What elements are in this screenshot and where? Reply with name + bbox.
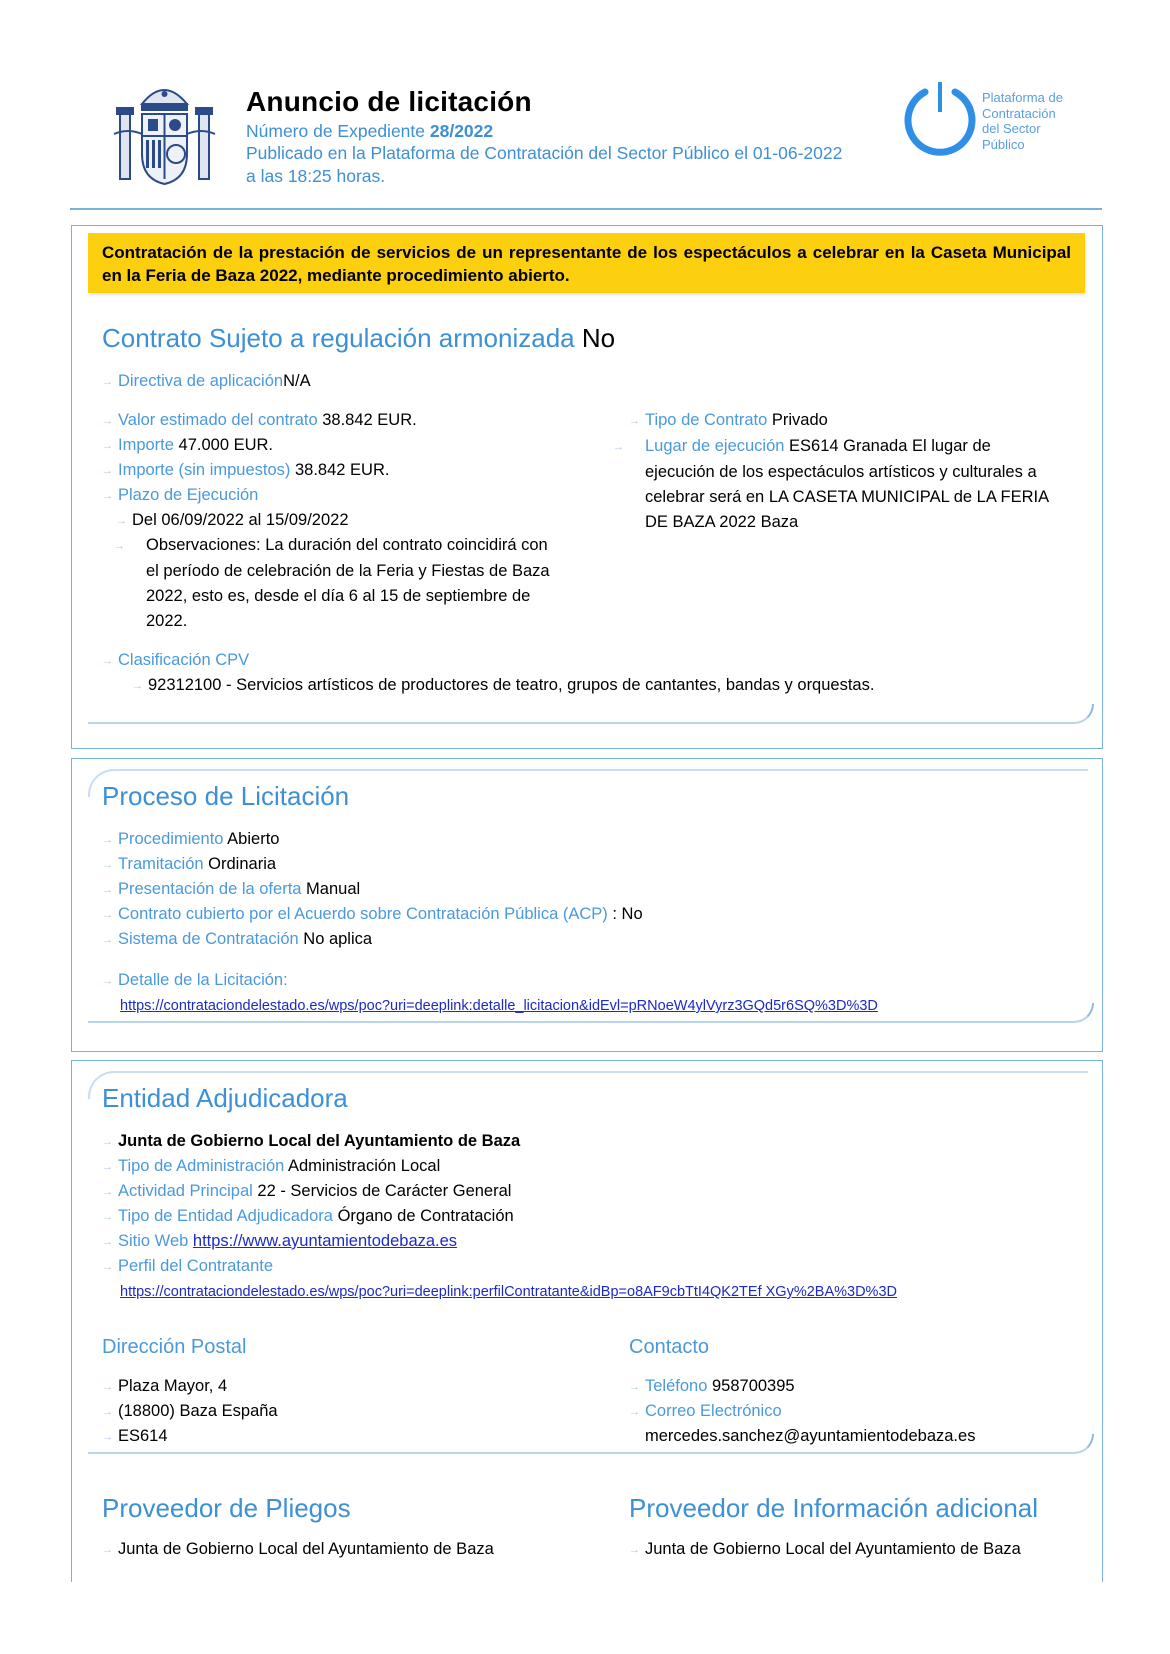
sitio-web-link[interactable]: https://www.ayuntamientodebaza.es (192, 1232, 458, 1250)
arrow-icon: → (102, 1161, 113, 1173)
field-label: Importe (118, 436, 174, 454)
field-value: Observaciones: La duración del contrato coincidirá con el período de celebración de la Feria y Fiestas de Baza 2022, esto es, desde el día 6 al 15 de septiembre de 2022. (146, 536, 550, 630)
arrow-icon: → (102, 655, 113, 667)
proveedor-pliegos-heading: Proveedor de Pliegos (102, 1493, 351, 1523)
field-label: Perfil del Contratante (118, 1257, 274, 1275)
arrow-icon: → (102, 415, 113, 427)
contract-heading (102, 323, 615, 354)
perfil-contratante-link[interactable]: https://contrataciondelestado.es/wps/poc?uri=deeplink:perfilContratante&idBp=o8AF9cbTtI4QK2TEf XGy%2BA%3D%3D (120, 1284, 897, 1300)
page-title: Anuncio de licitación (246, 86, 532, 117)
arrow-icon: → (102, 859, 113, 871)
field-value: Junta de Gobierno Local del Ayuntamiento de Baza (118, 1540, 494, 1558)
logo-text-line: Contratación (982, 105, 1056, 121)
expediente-line (246, 120, 493, 143)
proveedor-info-heading: Proveedor de Información adicional (629, 1493, 1039, 1523)
detalle-licitacion-link[interactable]: https://contrataciondelestado.es/wps/poc?uri=deeplink:detalle_licitacion&idEvl=pRNoeW4ylVyrz3GQd5r6SQ%3D%3D (120, 998, 878, 1014)
field-label: Valor estimado del contrato (118, 411, 318, 429)
observaciones-row (114, 533, 550, 634)
contract-heading-value: No (581, 323, 616, 353)
field-value: : No (612, 905, 643, 923)
entidad-section (71, 1060, 1103, 1582)
importe-sin-row (102, 459, 389, 482)
field-value: Plaza Mayor, 4 (118, 1377, 228, 1395)
proceso-heading: Proceso de Licitación (102, 781, 350, 811)
proceso-section (71, 758, 1103, 1052)
proceso-row (102, 828, 279, 851)
field-value: Órgano de Contratación (337, 1207, 514, 1225)
field-label: Correo Electrónico (645, 1402, 782, 1420)
entidad-name: Junta de Gobierno Local del Ayuntamiento de Baza (118, 1132, 521, 1150)
entidad-row (102, 1205, 514, 1228)
logo-text-line: del Sector (982, 121, 1041, 136)
document-header (0, 0, 1170, 215)
arrow-icon: → (102, 1431, 113, 1443)
field-label: Contrato cubierto por el Acuerdo sobre Contratación Pública (ACP) (118, 905, 608, 923)
proceso-row (102, 903, 643, 926)
field-value: Junta de Gobierno Local del Ayuntamiento de Baza (645, 1540, 1021, 1558)
field-value: ES614 (118, 1427, 168, 1445)
arrow-icon: → (102, 1186, 113, 1198)
telefono-row (629, 1375, 795, 1398)
header-divider (70, 208, 1102, 210)
power-button-icon (900, 78, 980, 158)
arrow-icon: → (613, 441, 624, 453)
field-value: Administración Local (288, 1157, 441, 1175)
arrow-icon: → (629, 415, 640, 427)
field-value: 47.000 EUR. (178, 436, 274, 454)
field-label: Actividad Principal (118, 1182, 253, 1200)
field-label: Presentación de la oferta (118, 880, 302, 898)
published-line: Publicado en la Plataforma de Contratación del Sector Público el 01-06-2022 (246, 143, 843, 163)
field-label: Tipo de Entidad Adjudicadora (118, 1207, 333, 1225)
field-value: No aplica (303, 930, 373, 948)
valor-row (102, 409, 417, 432)
field-value: 958700395 (711, 1377, 795, 1395)
logo-text-line: Plataforma de (982, 90, 1063, 105)
field-label: Sistema de Contratación (118, 930, 299, 948)
proceso-row (102, 878, 360, 901)
arrow-icon: → (102, 1236, 113, 1248)
arrow-icon: → (114, 540, 125, 552)
arrow-icon: → (102, 376, 113, 388)
field-label: Directiva de aplicación (118, 372, 284, 390)
decorative-curve (88, 704, 1094, 724)
perfil-row (102, 1255, 273, 1278)
field-value: 22 - Servicios de Carácter General (257, 1182, 512, 1200)
arrow-icon: → (629, 1381, 640, 1393)
arrow-icon: → (102, 834, 113, 846)
arrow-icon: → (102, 909, 113, 921)
field-label: Plazo de Ejecución (118, 486, 259, 504)
proceso-row (102, 853, 276, 876)
entidad-row (102, 1180, 511, 1203)
proveedor-pliegos-row (102, 1538, 494, 1561)
correo-row (629, 1400, 782, 1423)
arrow-icon: → (629, 1544, 640, 1556)
field-label: Procedimiento (118, 830, 224, 848)
logo-text-line: Público (982, 136, 1025, 152)
field-value: N/A (283, 372, 311, 390)
arrow-icon: → (102, 934, 113, 946)
arrow-icon: → (102, 1544, 113, 1556)
direccion-heading: Dirección Postal (102, 1336, 247, 1358)
plazo-value-row (116, 509, 349, 532)
contract-section (71, 225, 1103, 749)
contacto-heading: Contacto (629, 1336, 710, 1358)
plazo-row (102, 484, 258, 507)
cpv-value-row (132, 674, 874, 697)
published-time: a las 18:25 horas. (246, 166, 386, 186)
arrow-icon: → (629, 1406, 640, 1418)
field-label: Tipo de Contrato (645, 411, 768, 429)
tipo-contrato-row (629, 409, 828, 432)
field-label: Sitio Web (118, 1232, 189, 1250)
field-label: Detalle de la Licitación: (118, 971, 288, 989)
field-label: Tipo de Administración (118, 1157, 285, 1175)
directiva-row (102, 370, 311, 393)
contract-heading-label: Contrato Sujeto a regulación armonizada (102, 323, 575, 353)
detalle-row (102, 969, 288, 992)
field-value: (18800) Baza España (118, 1402, 278, 1420)
lugar-row (613, 434, 1064, 535)
entidad-heading: Entidad Adjudicadora (102, 1083, 348, 1113)
field-value: Del 06/09/2022 al 15/09/2022 (132, 511, 349, 529)
arrow-icon: → (102, 465, 113, 477)
direccion-line (102, 1375, 227, 1398)
proceso-row (102, 928, 372, 951)
expediente-number: 28/2022 (429, 121, 494, 141)
field-value: 92312100 - Servicios artísticos de productores de teatro, grupos de cantantes, bandas y orquestas. (148, 676, 875, 694)
arrow-icon: → (102, 884, 113, 896)
field-value: Abierto (227, 830, 280, 848)
arrow-icon: → (102, 1136, 113, 1148)
arrow-icon: → (102, 1261, 113, 1273)
field-value: 38.842 EUR. (294, 461, 390, 479)
field-label: Teléfono (645, 1377, 708, 1395)
field-label: Importe (sin impuestos) (118, 461, 291, 479)
sitio-web-row (102, 1230, 457, 1253)
arrow-icon: → (102, 490, 113, 502)
arrow-icon: → (102, 1406, 113, 1418)
decorative-curve (88, 1434, 1094, 1454)
field-label: Lugar de ejecución (645, 437, 785, 455)
field-value: ES614 Granada El lugar de ejecución de los espectáculos artísticos y culturales a celebrar será en LA CASETA MUNICIPAL de LA FERIA DE BAZA 2022 Baza (645, 437, 1049, 531)
spain-coat-of-arms-icon (112, 74, 217, 189)
proveedor-info-row (629, 1538, 1021, 1561)
field-value: Privado (771, 411, 828, 429)
arrow-icon: → (102, 1211, 113, 1223)
decorative-curve (88, 1003, 1094, 1023)
entidad-row (102, 1155, 440, 1178)
arrow-icon: → (102, 975, 113, 987)
arrow-icon: → (102, 440, 113, 452)
arrow-icon: → (102, 1381, 113, 1393)
perfil-link-row (120, 1280, 897, 1303)
field-label: Clasificación CPV (118, 651, 250, 669)
platform-logo-text (982, 90, 1082, 152)
field-value: Ordinaria (208, 855, 277, 873)
field-value: mercedes.sanchez@ayuntamientodebaza.es (645, 1427, 976, 1445)
field-label: Tramitación (118, 855, 204, 873)
field-value: Manual (306, 880, 361, 898)
expediente-label: Número de Expediente (246, 121, 425, 141)
importe-row (102, 434, 273, 457)
arrow-icon: → (116, 515, 127, 527)
entidad-name-row (102, 1130, 520, 1153)
field-value: 38.842 EUR. (322, 411, 417, 429)
arrow-icon: → (132, 680, 143, 692)
summary-banner: Contratación de la prestación de servicios de un representante de los espectáculos a celebrar en la Caseta Municipal en la Feria de Baza 2022, mediante procedimiento abierto. (88, 233, 1085, 293)
cpv-row (102, 649, 249, 672)
direccion-line (102, 1400, 278, 1423)
